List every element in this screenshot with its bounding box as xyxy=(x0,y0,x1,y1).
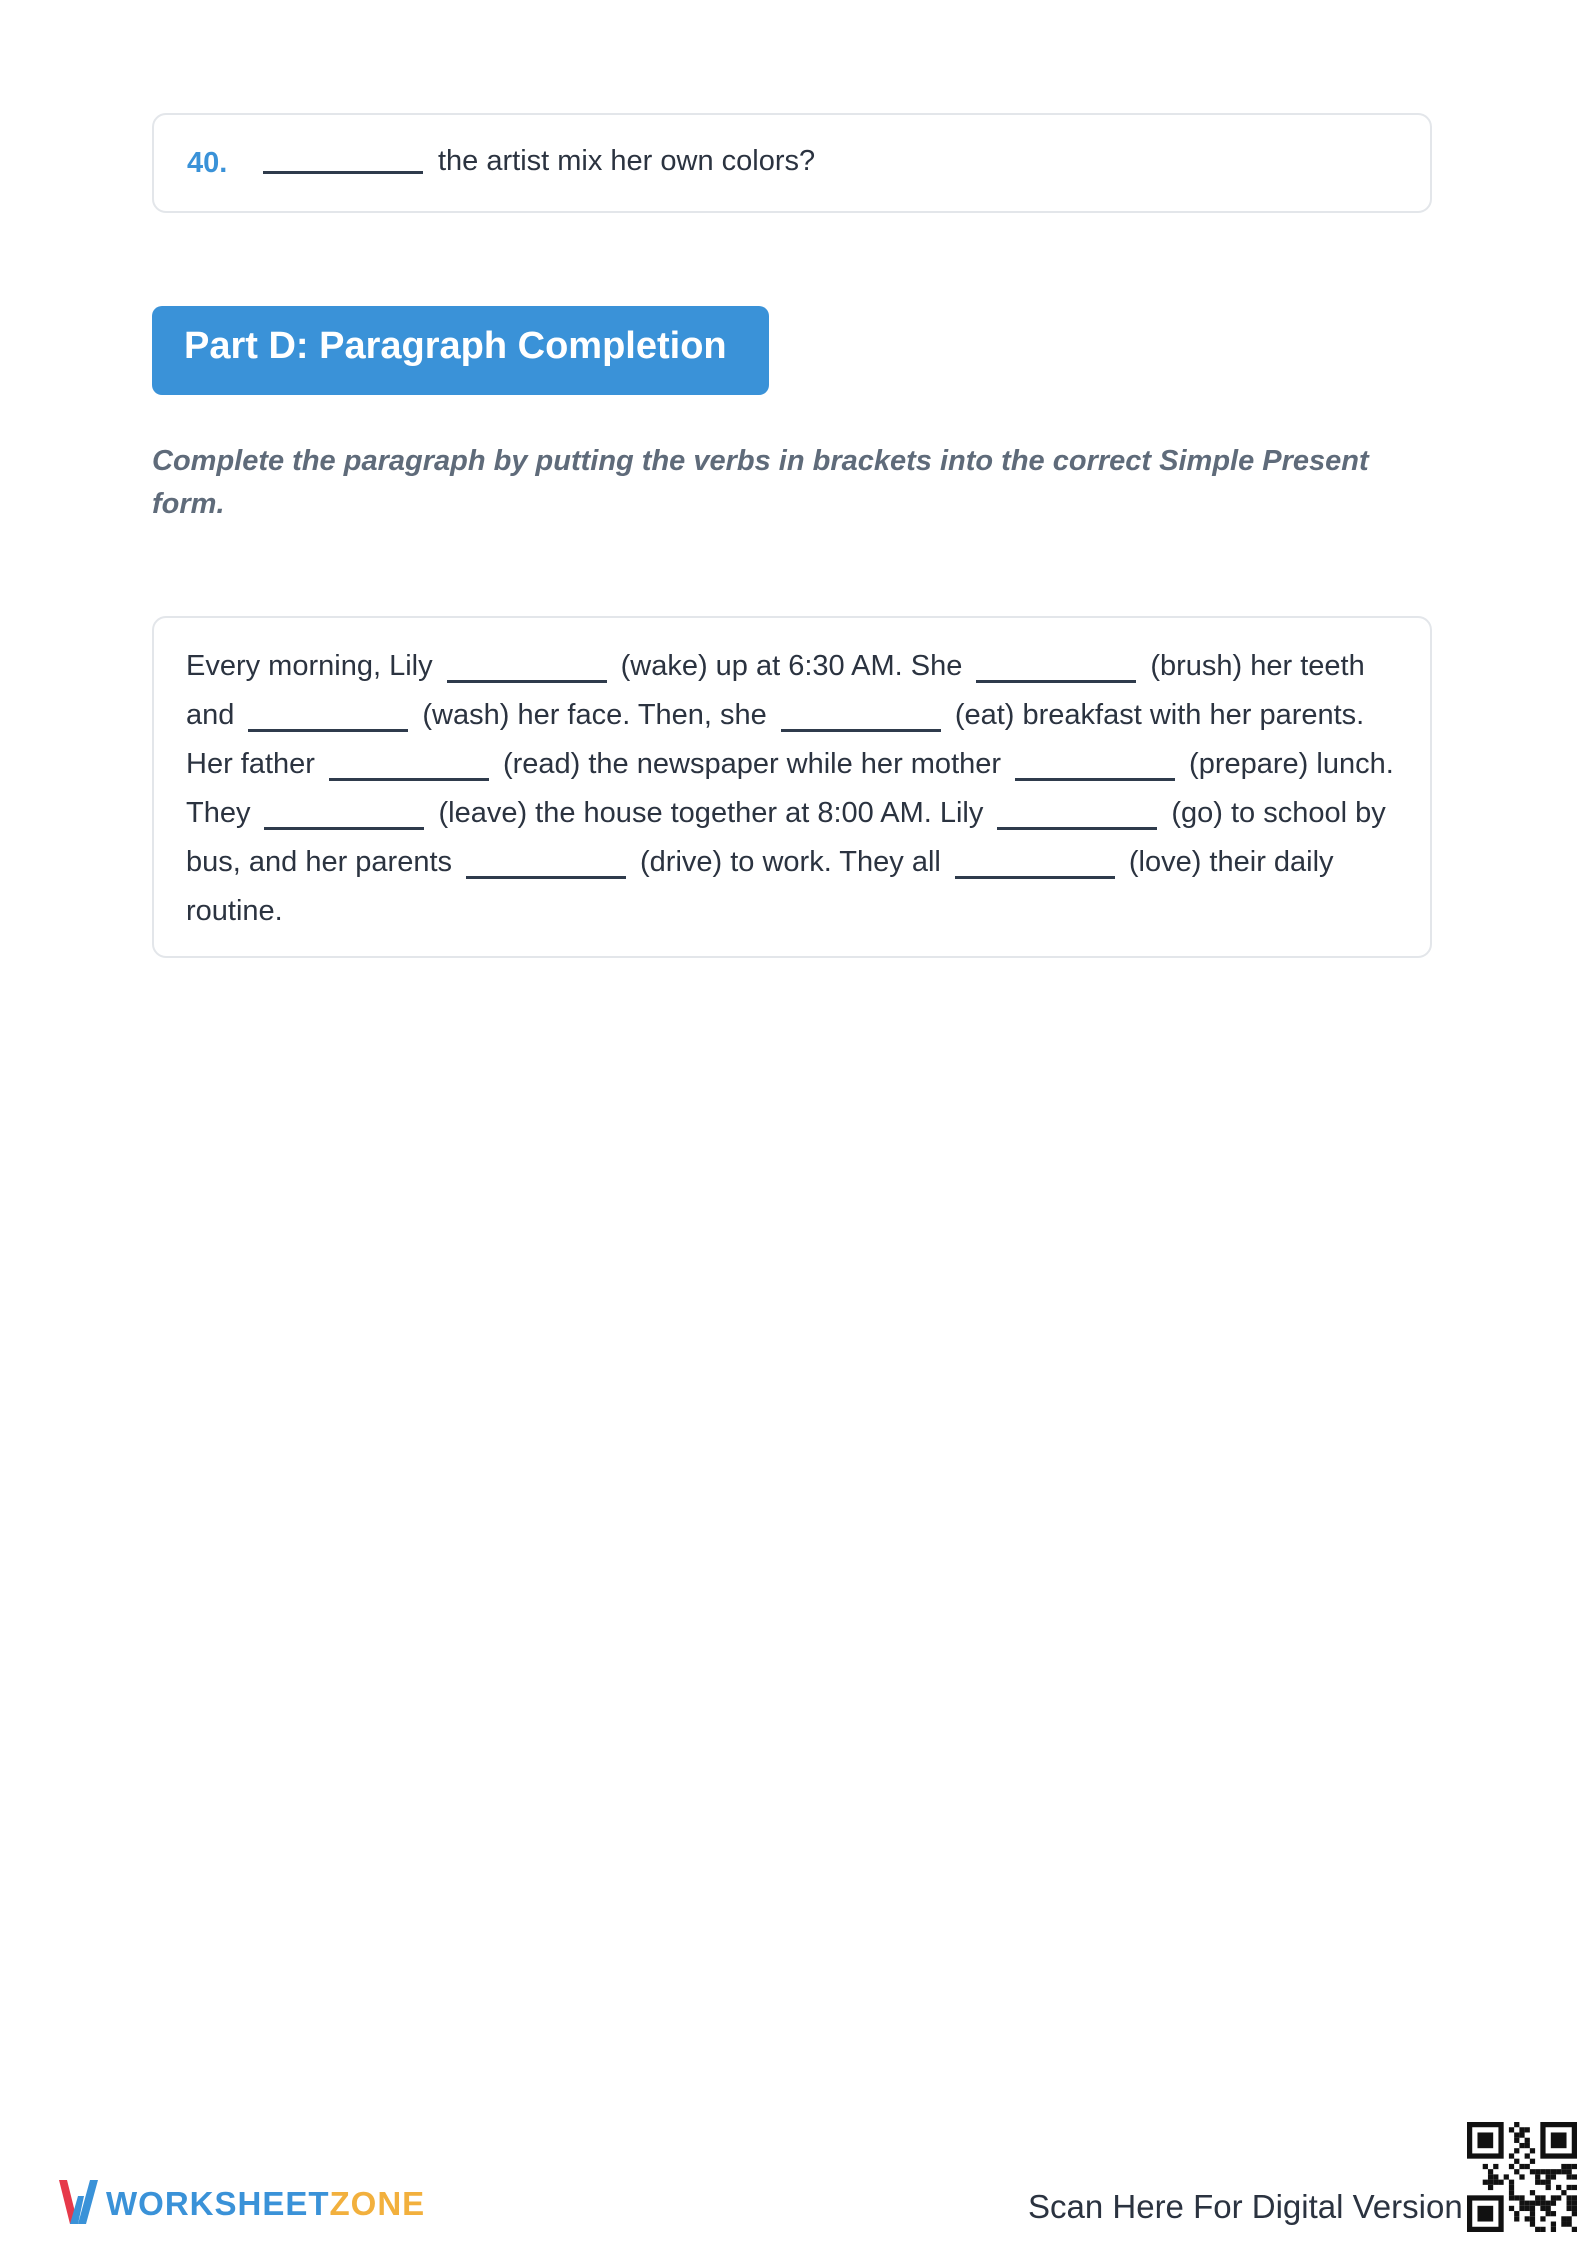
instructions: Complete the paragraph by putting the verbs in brackets into the correct Simple Present form. xyxy=(152,445,1369,520)
answer-blank[interactable] xyxy=(781,698,941,732)
worksheetzone-logo-icon xyxy=(56,2172,100,2232)
answer-blank[interactable] xyxy=(976,649,1136,683)
paragraph-segment: (leave) the house together at 8:00 AM. Lily xyxy=(438,797,984,829)
paragraph-segment: (brush) her teeth and xyxy=(186,650,1365,731)
section-title: Part D: Paragraph Completion xyxy=(184,325,727,367)
paragraph-segment: Every morning, Lily xyxy=(186,650,433,682)
question-40-card xyxy=(152,113,1432,213)
qr-code-icon[interactable] xyxy=(1467,2122,1577,2232)
section-header xyxy=(152,306,769,395)
paragraph-segment: (wash) her face. Then, she xyxy=(422,699,767,731)
question-number: 40. xyxy=(187,147,228,179)
paragraph-segment: (read) the newspaper while her mother xyxy=(502,748,1002,780)
answer-blank[interactable] xyxy=(997,796,1157,830)
answer-blank[interactable] xyxy=(447,649,607,683)
paragraph-segment: (go) to school by bus, and her parents xyxy=(186,797,1386,878)
paragraph-segment: (prepare) lunch. They xyxy=(186,748,1394,829)
paragraph-card xyxy=(152,616,1432,958)
question-text: the artist mix her own colors? xyxy=(438,145,816,177)
answer-blank[interactable] xyxy=(329,747,489,781)
paragraph-segment: (love) their daily routine. xyxy=(186,846,1334,927)
answer-blank[interactable] xyxy=(955,845,1115,879)
paragraph-segment: (wake) up at 6:30 AM. She xyxy=(620,650,963,682)
answer-blank[interactable] xyxy=(466,845,626,879)
brand-logo-text: WORKSHEETZONE xyxy=(106,2185,426,2222)
answer-blank[interactable] xyxy=(264,796,424,830)
answer-blank[interactable] xyxy=(1015,747,1175,781)
answer-blank[interactable] xyxy=(248,698,408,732)
paragraph-segment: (eat) breakfast with her parents. Her father xyxy=(186,699,1365,780)
answer-blank[interactable] xyxy=(263,140,423,174)
scan-caption: Scan Here For Digital Version xyxy=(1028,2188,1463,2225)
paragraph-segment: (drive) to work. They all xyxy=(640,846,941,878)
paragraph-text xyxy=(186,642,1410,936)
